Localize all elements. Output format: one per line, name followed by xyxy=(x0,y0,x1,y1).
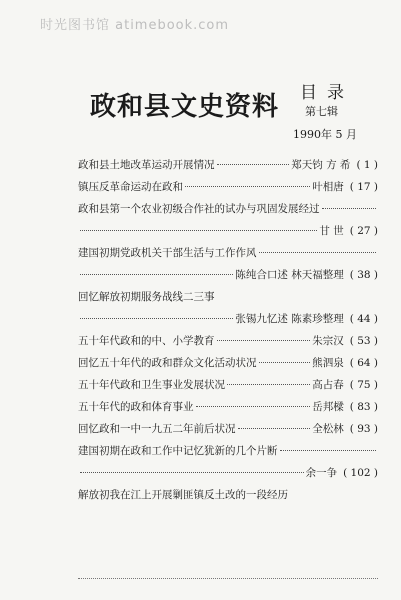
toc-entry[interactable] xyxy=(78,490,378,501)
entry-page: ( 83 ) xyxy=(349,401,378,413)
entry-title: 回忆解放初期服务战线二三事 xyxy=(78,291,215,303)
entry-author: 熊泗泉 xyxy=(312,357,344,369)
entry-page: ( 102 ) xyxy=(343,467,378,479)
toc-entry[interactable] xyxy=(78,424,378,435)
toc-heading: 目录 xyxy=(300,83,354,103)
toc-entry[interactable] xyxy=(78,182,378,193)
entry-author: 朱宗汉 xyxy=(312,335,344,347)
entry-title: 镇压反革命运动在政和 xyxy=(78,181,183,193)
entry-page: ( 64 ) xyxy=(349,357,378,369)
entry-page: ( 38 ) xyxy=(349,269,378,281)
entry-author: 张锡九忆述 陈素珍整理 xyxy=(235,313,344,325)
dot-leader xyxy=(227,384,310,385)
dot-leader xyxy=(322,208,377,209)
toc-entry[interactable] xyxy=(78,292,378,325)
dot-leader xyxy=(259,252,377,253)
entry-title: 解放初我在江上开展剿匪镇反土改的一段经历 xyxy=(78,489,288,501)
toc-entry[interactable] xyxy=(78,248,378,281)
entry-author: 郑天钧 方 希 xyxy=(291,159,351,171)
toc-entry[interactable] xyxy=(78,160,378,171)
dot-leader xyxy=(238,428,311,429)
dot-leader xyxy=(80,472,304,473)
entry-author: 余一争 xyxy=(305,467,338,479)
entry-page: ( 27 ) xyxy=(349,225,378,237)
toc-entry[interactable] xyxy=(78,446,378,479)
dot-leader xyxy=(259,362,311,363)
dot-leader xyxy=(217,164,290,165)
entry-page: ( 53 ) xyxy=(349,335,378,347)
entry-page: ( 1 ) xyxy=(356,159,378,171)
entry-title: 回忆政和一中一九五二年前后状况 xyxy=(78,423,236,435)
toc-entry[interactable] xyxy=(78,204,378,237)
entry-author: 陈纯合口述 林天福整理 xyxy=(235,269,344,281)
toc-entry[interactable] xyxy=(78,336,378,347)
entry-page: ( 93 ) xyxy=(349,423,378,435)
entry-title: 回忆五十年代的政和群众文化活动状况 xyxy=(78,357,257,369)
dot-leader xyxy=(196,406,311,407)
table-of-contents xyxy=(78,160,378,501)
dot-leader xyxy=(185,186,310,187)
dot-leader xyxy=(80,274,233,275)
entry-page: ( 17 ) xyxy=(349,181,378,193)
entry-page: ( 75 ) xyxy=(349,379,378,391)
dot-leader xyxy=(80,230,317,231)
page-header xyxy=(0,0,401,150)
entry-author: 岳邦樑 xyxy=(312,401,344,413)
entry-author: 甘 世 xyxy=(319,225,344,237)
toc-entry[interactable] xyxy=(78,380,378,391)
dot-leader xyxy=(280,450,377,451)
dot-leader xyxy=(217,340,311,341)
toc-entry[interactable] xyxy=(78,358,378,369)
entry-title: 五十年代政和卫生事业发展状况 xyxy=(78,379,225,391)
toc-entry[interactable] xyxy=(78,402,378,413)
dot-leader xyxy=(78,578,378,579)
entry-title: 建国初期党政机关干部生活与工作作风 xyxy=(78,247,257,259)
volume-number: 第七辑 xyxy=(305,105,338,118)
entry-author: 叶相唐 xyxy=(312,181,344,193)
entry-title: 建国初期在政和工作中记忆犹新的几个片断 xyxy=(78,445,278,457)
publication-title: 政和县文史资料 xyxy=(90,92,280,122)
entry-author: 全松林 xyxy=(312,423,344,435)
watermark: 时光图书馆 atimebook.com xyxy=(40,18,230,33)
publication-date: 1990年 5 月 xyxy=(293,128,357,141)
entry-page: ( 44 ) xyxy=(349,313,378,325)
entry-author: 高占春 xyxy=(312,379,344,391)
entry-title: 政和县土地改革运动开展情况 xyxy=(78,159,215,171)
dot-leader xyxy=(80,318,233,319)
entry-title: 政和县第一个农业初级合作社的试办与巩固发展经过 xyxy=(78,203,320,215)
entry-title: 五十年代政和的中、小学教育 xyxy=(78,335,215,347)
entry-title: 五十年代的政和体育事业 xyxy=(78,401,194,413)
